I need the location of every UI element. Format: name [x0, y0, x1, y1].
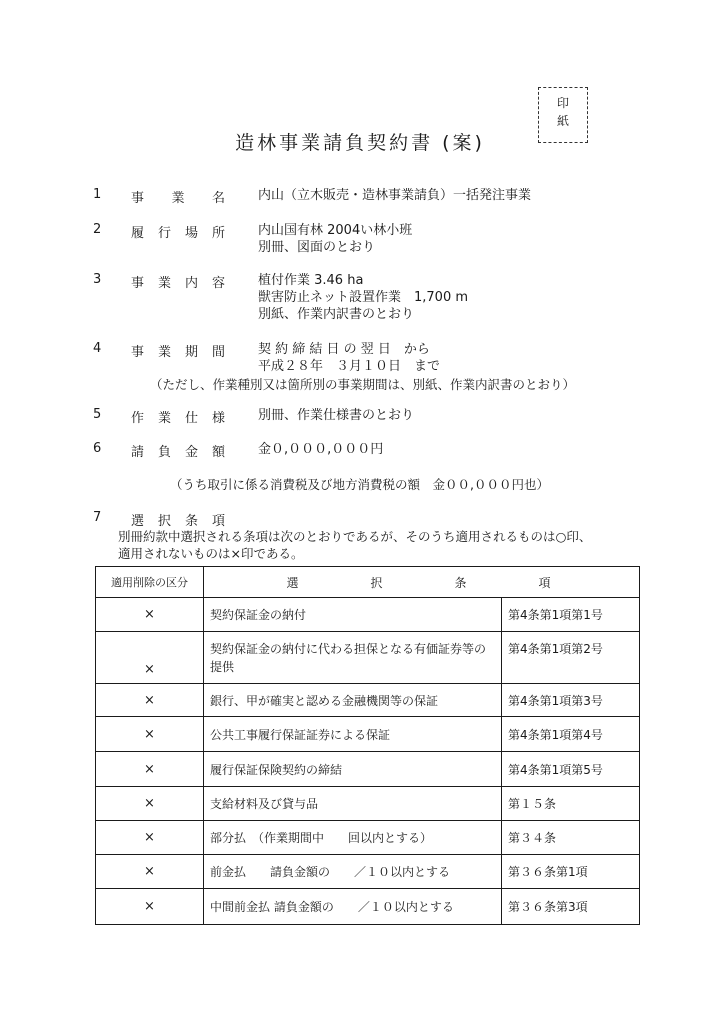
- clause-cell: 履行保証保険契約の締結: [204, 752, 502, 787]
- clause-cell: 部分払 （作業期間中 回以内とする）: [204, 821, 502, 855]
- clause-cell: 公共工事履行保証証券による保証: [204, 717, 502, 752]
- item-value: 契 約 締 結 日 の 翌 日 から: [258, 342, 430, 357]
- mark-cell: ×: [96, 821, 204, 855]
- mark-cell: ×: [96, 752, 204, 787]
- item-label: 選 択 条 項: [131, 514, 225, 529]
- clause-cell: 中間前金払 請負金額の ／１０以内とする: [204, 889, 502, 925]
- stamp-char: 紙: [556, 114, 569, 128]
- selection-intro-line: 適用されないものは×印である。: [118, 546, 304, 561]
- selection-intro-line: 別冊約款中選択される条項は次のとおりであるが、そのうち適用されるものは○印、: [118, 529, 592, 544]
- mark-cell: ×: [96, 889, 204, 925]
- mark-cell: ×: [96, 598, 204, 632]
- table-row: [96, 889, 640, 925]
- item-label: 事 業 内 容: [131, 276, 225, 291]
- item-label: 事 業 期 間: [131, 345, 225, 360]
- mark-cell: ×: [96, 717, 204, 752]
- article-cell: 第4条第1項第5号: [502, 752, 640, 787]
- header-apply-category: 適用削除の区分: [96, 567, 204, 598]
- table-row: [96, 787, 640, 821]
- article-cell: 第4条第1項第3号: [502, 684, 640, 717]
- item-number: 5: [93, 407, 102, 422]
- item-number: 4: [93, 341, 102, 356]
- stamp-char: 印: [556, 96, 569, 110]
- clause-cell: 銀行、甲が確実と認める金融機関等の保証: [204, 684, 502, 717]
- period-note: （ただし、作業種別又は箇所別の事業期間は、別紙、作業内訳書のとおり）: [150, 377, 576, 392]
- item-label: 事 業 名: [131, 191, 225, 206]
- item-value: 内山国有林 2004い林小班: [258, 223, 413, 238]
- mark-cell: ×: [96, 787, 204, 821]
- article-cell: 第4条第1項第4号: [502, 717, 640, 752]
- header-selection-clause: 選 択 条 項: [204, 567, 640, 598]
- item-value: 別冊、作業仕様書のとおり: [258, 408, 415, 423]
- table-row: [96, 632, 640, 684]
- table-row: [96, 855, 640, 889]
- clause-cell: 前金払 請負金額の ／１０以内とする: [204, 855, 502, 889]
- item-number: 2: [93, 222, 102, 237]
- article-cell: 第３６条第1項: [502, 855, 640, 889]
- document-title: 造林事業請負契約書 (案): [235, 132, 485, 154]
- clause-cell: 契約保証金の納付: [204, 598, 502, 632]
- item-label: 請 負 金 額: [131, 445, 225, 460]
- table-header-row: [96, 567, 640, 598]
- mark-cell: ×: [96, 855, 204, 889]
- item-value: 金０,０００,０００円: [258, 442, 384, 457]
- mark-cell: ×: [96, 632, 204, 684]
- table-row: [96, 598, 640, 632]
- item-value: 植付作業 3.46 ha: [258, 273, 364, 288]
- item-number: 7: [93, 510, 102, 525]
- item-value: 別冊、図面のとおり: [258, 240, 376, 255]
- item-number: 3: [93, 272, 102, 287]
- item-label: 履 行 場 所: [131, 226, 225, 241]
- table-row: [96, 752, 640, 787]
- article-cell: 第１５条: [502, 787, 640, 821]
- article-cell: 第4条第1項第2号: [502, 632, 640, 684]
- item-number: 1: [93, 187, 102, 202]
- article-cell: 第３６条第3項: [502, 889, 640, 925]
- article-cell: 第３４条: [502, 821, 640, 855]
- item-value: 獣害防止ネット設置作業 1,700 m: [258, 290, 469, 305]
- table-row: [96, 821, 640, 855]
- item-value: 平成２８年 ３月１０日 まで: [258, 359, 441, 374]
- tax-note: （うち取引に係る消費税及び地方消費税の額 金００,０００円也）: [170, 477, 549, 492]
- clause-cell: 契約保証金の納付に代わる担保となる有価証券等の提供: [204, 632, 502, 684]
- item-value: 別紙、作業内訳書のとおり: [258, 307, 415, 322]
- clause-cell: 支給材料及び貸与品: [204, 787, 502, 821]
- selection-clause-table: [95, 566, 640, 925]
- item-label: 作 業 仕 様: [131, 411, 225, 426]
- item-value: 内山（立木販売・造林事業請負）一括発注事業: [258, 188, 532, 203]
- table-row: [96, 717, 640, 752]
- mark-cell: ×: [96, 684, 204, 717]
- article-cell: 第4条第1項第1号: [502, 598, 640, 632]
- item-number: 6: [93, 441, 102, 456]
- table-row: [96, 684, 640, 717]
